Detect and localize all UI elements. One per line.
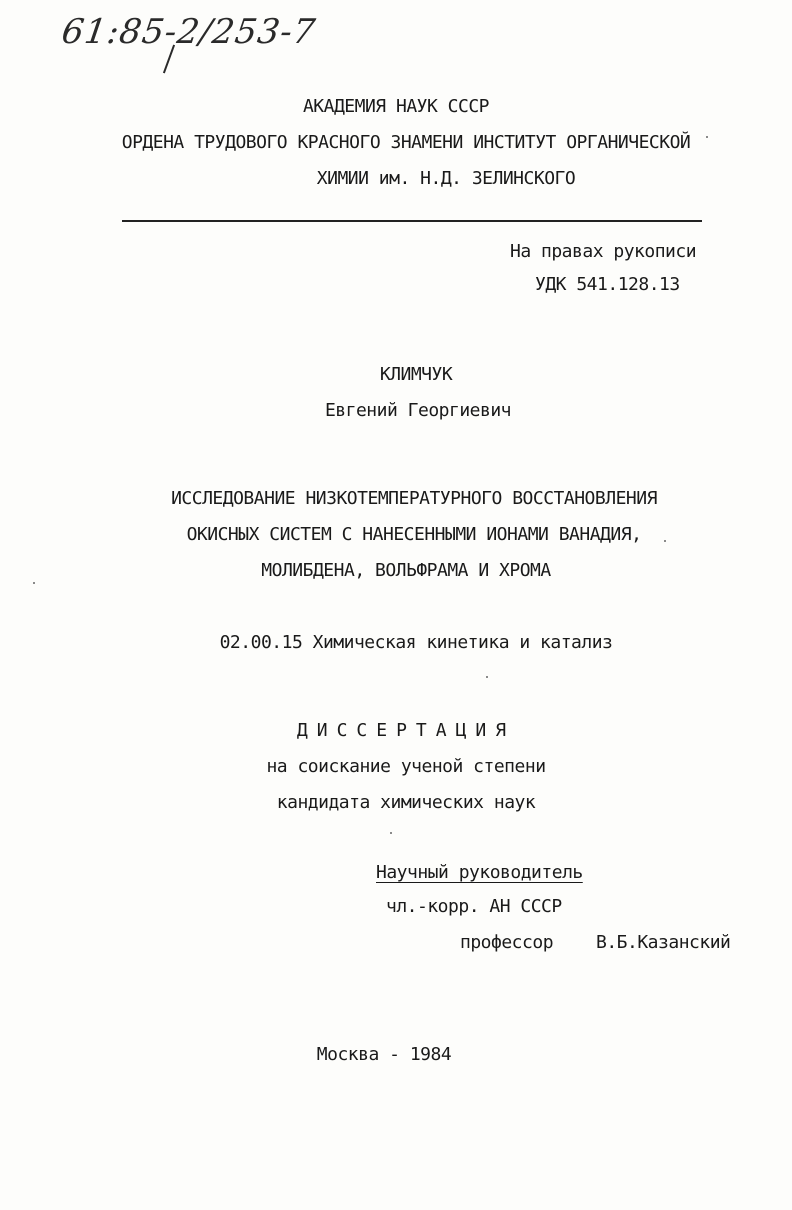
supervisor-title-1: чл.-корр. АН СССР: [386, 896, 562, 917]
paper-speck: [33, 582, 35, 584]
author-surname: КЛИМЧУК: [379, 364, 453, 385]
paper-speck: [664, 540, 666, 542]
dissertation-heading: ДИССЕРТАЦИЯ: [296, 720, 516, 741]
supervisor-name: В.Б.Казанский: [596, 932, 731, 953]
udk-code: УДК 541.128.13: [535, 274, 680, 295]
title-line-3: МОЛИБДЕНА, ВОЛЬФРАМА И ХРОМА: [261, 560, 551, 581]
supervisor-title-2: профессор: [460, 932, 554, 953]
archive-mark: 61:85-2/253-7: [59, 12, 319, 52]
title-line-2: ОКИСНЫХ СИСТЕМ С НАНЕСЕННЫМИ ИОНАМИ ВАНАДИЯ,: [186, 524, 642, 545]
header-institute-name: ХИМИИ им. Н.Д. ЗЕЛИНСКОГО: [316, 168, 576, 189]
specialty: 02.00.15 Химическая кинетика и катализ: [219, 632, 613, 653]
rights-note: На правах рукописи: [510, 241, 697, 262]
paper-speck: [706, 136, 708, 138]
author-name: Евгений Георгиевич: [324, 400, 512, 421]
supervisor-label: Научный руководитель: [376, 862, 583, 883]
header-divider: [122, 220, 702, 222]
title-line-1: ИССЛЕДОВАНИЕ НИЗКОТЕМПЕРАТУРНОГО ВОССТАНОВЛЕНИЯ: [171, 488, 657, 509]
header-institute: ОРДЕНА ТРУДОВОГО КРАСНОГО ЗНАМЕНИ ИНСТИТУТ ОРГАНИЧЕСКОЙ: [121, 132, 691, 153]
header-academy: АКАДЕМИЯ НАУК СССР: [302, 96, 490, 117]
place-year: Москва - 1984: [316, 1044, 452, 1065]
degree-line-1: на соискание ученой степени: [266, 756, 546, 777]
degree-line-2: кандидата химических наук: [276, 792, 536, 813]
paper-speck: [390, 832, 392, 834]
paper-speck: [486, 676, 488, 678]
